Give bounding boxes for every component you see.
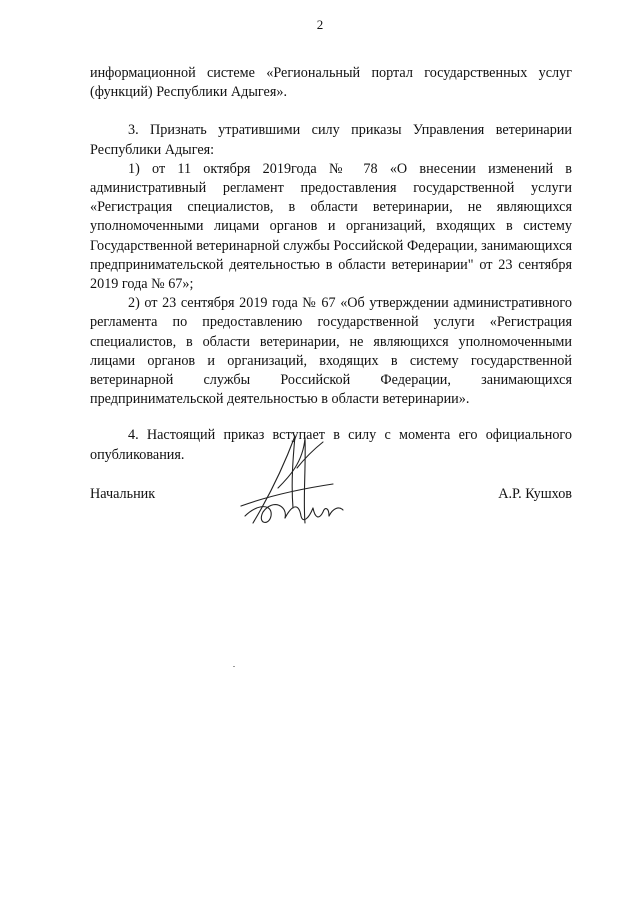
handwritten-signature xyxy=(233,428,363,538)
document-body xyxy=(90,64,572,465)
scan-speck xyxy=(233,666,235,667)
signer-title: Начальник xyxy=(90,486,156,502)
paragraph-3: 3. Признать утратившими силу приказы Управления ветеринарии Республики Адыгея: xyxy=(90,122,572,158)
page-number: 2 xyxy=(316,17,324,32)
signature-row xyxy=(90,486,572,506)
paragraph-3-item-2: 2) от 23 сентября 2019 года № 67 «Об утверждении административного регламента по предоставлению государственной услуги «Регистрация специалистов, в области ветеринарии, не являющихся уполномоченными лицами органов и организаций, входящих в систему государственной ветеринарной службы Российской Федерации, занимающихся предпринимательской деятельностью в области ветеринарии». xyxy=(90,295,572,408)
paragraph-4: 4. Настоящий приказ вступает в силу с момента его официального опубликования. xyxy=(90,427,572,463)
signer-name: А.Р. Кушхов xyxy=(498,486,572,502)
paragraph-continuation: информационной системе «Региональный портал государственных услуг (функций) Республики Адыгея». xyxy=(90,65,572,101)
paragraph-3-item-1: 1) от 11 октября 2019года № 78 «О внесении изменений в административный регламент предоставления государственной услуги «Регистрация специалистов, в области ветеринарии, не являющихся уполномоченными лицами органов и организаций, входящих в систему Государственной ветеринарной службы Российской Федерации, занимающихся предпринимательской деятельностью в области ветеринарии" от 23 сентября 2019 года № 67»; xyxy=(90,160,572,293)
